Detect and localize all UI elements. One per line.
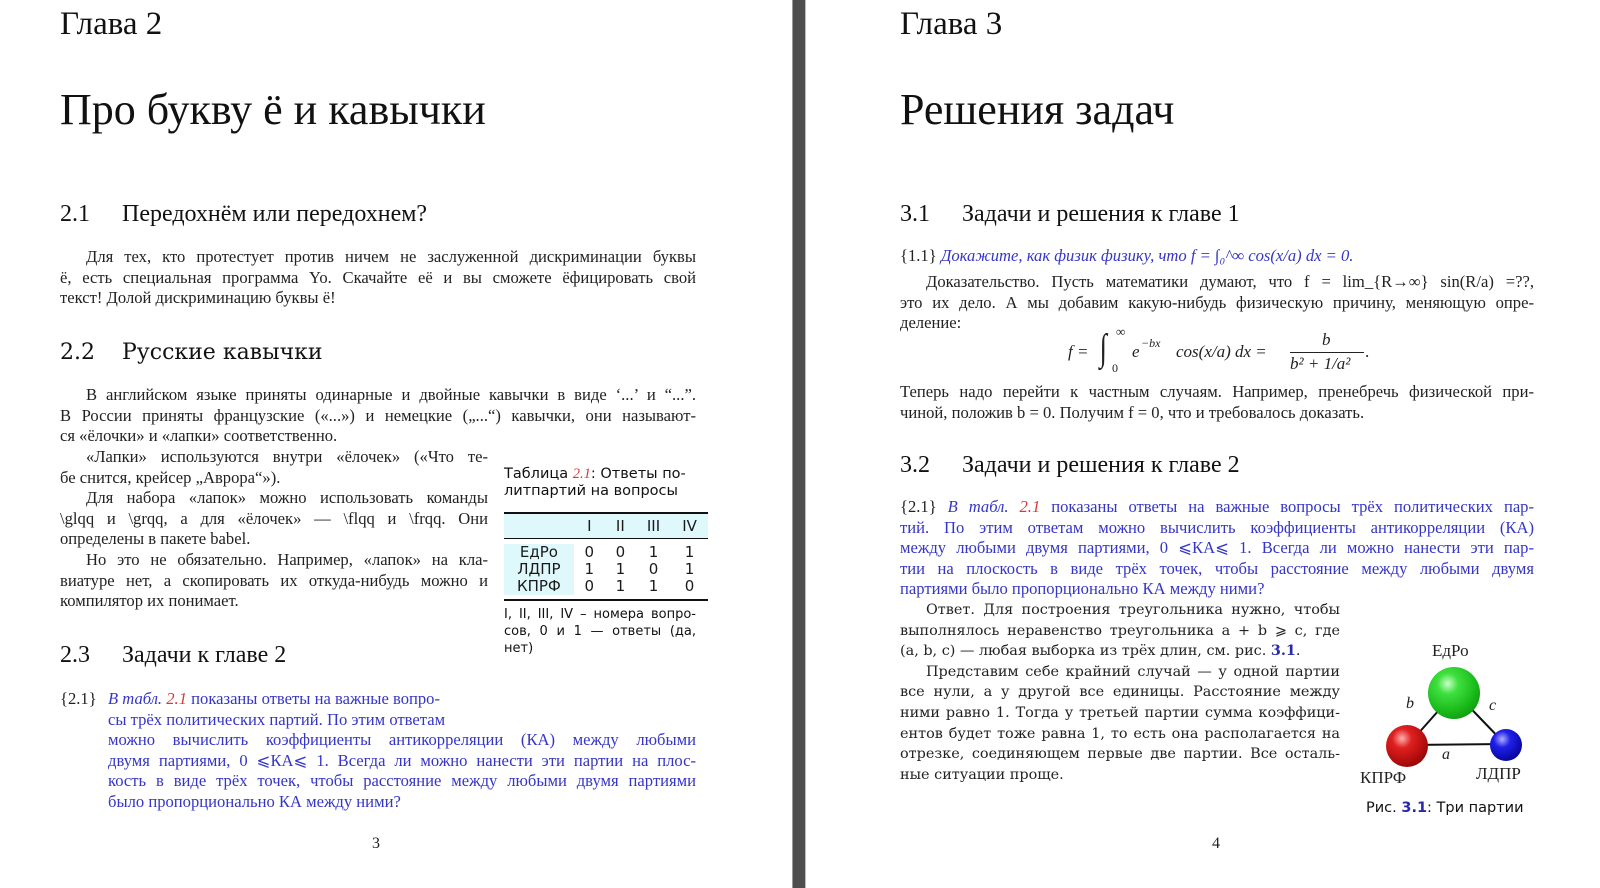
text-line: это их дело. А мы добавим какую-нибудь физическую причину, меняющую опре-: [900, 292, 1534, 312]
text-line: Представим себе крайний случай — у одной партии: [926, 663, 1340, 680]
note-line: I, II, III, IV – номера вопро-: [504, 607, 696, 622]
column-header: III: [636, 514, 671, 539]
paragraph: [60, 247, 696, 309]
text-line: Ответ. Для построения треугольника нужно, чтобы: [926, 602, 1340, 618]
integral-upper-limit: ∞: [1116, 324, 1126, 339]
text-line: выполнялось неравенство треугольника a + b ⩾ c, где: [900, 622, 1340, 639]
figure-three-parties: [1352, 640, 1552, 830]
table-reference-link[interactable]: 2.1: [166, 689, 187, 708]
text-line: партиями было пропорционально КА между ними?: [900, 579, 1265, 599]
text-line: Для набора «лапок» можно использовать команды: [86, 488, 488, 508]
edge-label-a: a: [1442, 746, 1450, 763]
page-number: 4: [1212, 835, 1220, 852]
column-header: [504, 514, 574, 539]
paragraph: [900, 382, 1534, 423]
text-line: тии на плоскость в виде трёх точек, чтобы расстояние между любыми двумя: [900, 558, 1534, 578]
party-cell: КПРФ: [504, 578, 574, 595]
text-line: бе снится, крейсер „Аврора“»).: [60, 467, 281, 487]
section-title: Задачи и решения к главе 1: [962, 201, 1240, 227]
value-cell: 0: [584, 543, 595, 561]
section-title: Передохнём или передохнем?: [122, 201, 428, 227]
table-reference-link[interactable]: 2.1: [1019, 497, 1041, 516]
text-line: Доказательство. Пусть математики думают, что f = lim_{R→∞} sin(R/a) =??,: [926, 272, 1534, 291]
text-line: кость в виде трёх точек, чтобы расстояние между любыми двумя партиями: [108, 771, 696, 791]
text-line: чиной, положив b = 0. Получим f = 0, что и требовалось доказать.: [900, 402, 1365, 422]
text-line: ними равно 1. Тогда у третьей партии сумма коэффици-: [900, 704, 1340, 721]
paragraph: [60, 385, 696, 447]
value-cell: 0: [684, 577, 695, 595]
text-line: В английском языке приняты одинарные и двойные кавычки в виде ‘...’ и “...”.: [86, 385, 696, 404]
table-reference-link[interactable]: 2.1: [572, 466, 591, 482]
page-4: [812, 0, 1600, 888]
text-line: ё, есть специальная программа Yo. Скачайте её и вы сможете ёфицировать свой: [60, 267, 696, 287]
text-line: Но это не обязательно. Например, «лапок» на кла-: [86, 549, 488, 569]
section-number: 2.1: [60, 201, 90, 227]
party-cell: ЛДПР: [504, 561, 574, 578]
formula-lhs: f =: [1068, 342, 1089, 361]
text-line: ентов будет тоже равна 1, то есть она располагается на: [900, 725, 1340, 742]
table-row: [504, 561, 708, 578]
fraction-denominator: b² + 1/a²: [1290, 354, 1351, 373]
value-cell: 1: [648, 543, 659, 561]
exponent: −bx: [1141, 336, 1161, 350]
value-cell: 0: [615, 543, 626, 561]
text-line: Для тех, кто протестует против ничем не заслуженной дискриминации буквы: [86, 247, 696, 266]
text-span: показаны ответы на важные вопросы трёх политических пар-: [1051, 497, 1535, 516]
page-3: [0, 0, 790, 888]
value-cell: 1: [648, 577, 659, 595]
value-cell: 0: [584, 577, 595, 595]
section-heading-2-3: [60, 642, 286, 669]
section-title: Задачи к главе 2: [122, 642, 287, 668]
text-line: было пропорционально КА между ними?: [108, 791, 401, 811]
value-cell: 1: [684, 543, 695, 561]
text-line: определены в пакете babel.: [60, 529, 251, 549]
node-kprf: [1386, 725, 1428, 767]
text-line: виатуре нет, а скопировать их откуда-нибудь можно и: [60, 570, 488, 590]
text-line: сы трёх политических партий. По этим ответам: [108, 709, 446, 729]
text-span: (a, b, c) — любая выборка из трёх длин, см. рис.: [900, 643, 1267, 660]
fraction-bar: [1290, 352, 1364, 353]
table-note: [504, 606, 696, 657]
text-line: отрезке, соединяющем первые две партии. Все осталь-: [900, 746, 1340, 763]
page-separator: [792, 0, 806, 888]
section-heading-2-2: [60, 340, 323, 365]
column-header: IV: [671, 514, 708, 539]
edge-label-c: c: [1489, 697, 1497, 714]
caption-prefix: Рис.: [1366, 800, 1397, 816]
node-label-edro: ЕдРо: [1432, 641, 1469, 660]
text-line: В России приняты французские («...») и немецкие („...“) кавычки, они называют-: [60, 405, 696, 425]
column-header: II: [605, 514, 636, 539]
text-line: текст! Долой дискриминацию буквы ё!: [60, 288, 336, 308]
chapter-title: Про букву ё и кавычки: [60, 85, 486, 134]
text-line: [108, 689, 696, 710]
text-line: (a, b, c) — любая выборка из трёх длин, см. рис. 3.1.: [900, 642, 1301, 660]
figure-caption: [1366, 800, 1524, 816]
integral-sign: ∫: [1099, 327, 1107, 369]
column-header: I: [574, 514, 605, 539]
section-number: 3.2: [900, 452, 930, 478]
section-title: Русские кавычки: [122, 340, 323, 365]
node-label-ldpr: ЛДПР: [1476, 764, 1521, 783]
chapter-label: Глава 2: [60, 6, 163, 42]
node-label-kprf: КПРФ: [1360, 768, 1407, 787]
period: .: [1365, 342, 1370, 361]
value-cell: 1: [615, 560, 626, 578]
text-line: Теперь надо перейти к частным случаям. Например, пренебречь физической при-: [900, 382, 1534, 401]
section-heading-2-1: [60, 201, 427, 228]
problem-label: {2.1}: [900, 497, 937, 516]
value-cell: 0: [648, 560, 659, 578]
ref-prefix: В табл.: [108, 689, 163, 708]
section-number: 2.3: [60, 642, 90, 668]
problem-formula: f = ∫₀^∞ cos(x/a) dx = 0.: [1190, 246, 1354, 265]
section-heading-3-1: [900, 201, 1240, 228]
text-line: [900, 497, 1534, 518]
integrand: e: [1132, 342, 1140, 361]
text-line: \glqq и \grqq, а для «ёлочек» — \flqq и \frqq. Они: [60, 508, 488, 528]
problem-statement: Докажите, как физик физику, что: [940, 246, 1187, 265]
page-number: 3: [372, 835, 380, 852]
table-row: [504, 544, 708, 561]
text-line: «Лапки» используются внутри «ёлочек» («Что те-: [86, 447, 488, 466]
caption-text: : Ответы по-: [590, 466, 686, 482]
text-line: тий. По этим ответам можно вычислить коэффициенты антикорреляции (КА): [900, 517, 1534, 537]
problem-1-1: [900, 246, 1353, 267]
caption-number: 3.1: [1401, 800, 1428, 816]
party-cell: ЕдРо: [504, 544, 574, 561]
text-line: между любыми двумя партиями, 0 ⩽КА⩽ 1. Всегда ли можно нанести эти пар-: [900, 538, 1534, 558]
text-line: ся «ёлочки» и «лапки» соответственно.: [60, 426, 338, 446]
section-number: 2.2: [60, 340, 95, 365]
integral-lower-limit: 0: [1112, 361, 1118, 375]
edge-label-b: b: [1406, 695, 1414, 712]
caption-text: : Три партии: [1427, 800, 1524, 816]
problem-2-1: [108, 689, 696, 813]
table-row: [504, 578, 708, 595]
ref-prefix: В табл.: [947, 497, 1009, 516]
problem-2-1: [900, 497, 1534, 600]
caption-prefix: Таблица: [504, 466, 569, 482]
table-caption: [504, 466, 708, 500]
figure-reference-link[interactable]: 3.1: [1270, 642, 1296, 660]
text-line: все нули, а у другой все единицы. Расстояние между: [900, 684, 1340, 701]
problem-label: {1.1}: [900, 246, 937, 265]
section-number: 3.1: [900, 201, 930, 227]
section-heading-3-2: [900, 452, 1240, 479]
note-line: сов, 0 и 1 — ответы (да,: [504, 624, 696, 639]
text-line: можно вычислить коэффициенты антикорреляции (КА) между любыми: [108, 730, 696, 750]
chapter-title: Решения задач: [900, 85, 1175, 134]
fraction-numerator: b: [1322, 330, 1331, 349]
value-cell: 1: [684, 560, 695, 578]
text-line: двумя партиями, 0 ⩽КА⩽ 1. Всегда ли можно нанести эти партии на плос-: [108, 750, 696, 770]
answers-table: [504, 512, 708, 601]
text-span: показаны ответы на важные вопро-: [191, 689, 440, 708]
caption-text: литпартий на вопросы: [504, 483, 678, 499]
text-line: деление:: [900, 313, 962, 333]
value-cell: 1: [584, 560, 595, 578]
chapter-label: Глава 3: [900, 6, 1003, 42]
problem-label: {2.1}: [60, 689, 97, 708]
formula-rest: cos(x/a) dx =: [1176, 342, 1267, 361]
text-line: компилятор их понимает.: [60, 591, 239, 611]
node-ldpr: [1490, 729, 1522, 761]
answer: [900, 600, 1340, 785]
text-line: ные ситуации проще.: [900, 766, 1064, 783]
value-cell: 1: [615, 577, 626, 595]
proof: [900, 272, 1534, 334]
note-line: нет): [504, 641, 534, 656]
display-formula: [1068, 324, 1370, 375]
paragraph: [60, 447, 488, 612]
section-title: Задачи и решения к главе 2: [962, 452, 1240, 478]
node-edro: [1428, 667, 1480, 719]
